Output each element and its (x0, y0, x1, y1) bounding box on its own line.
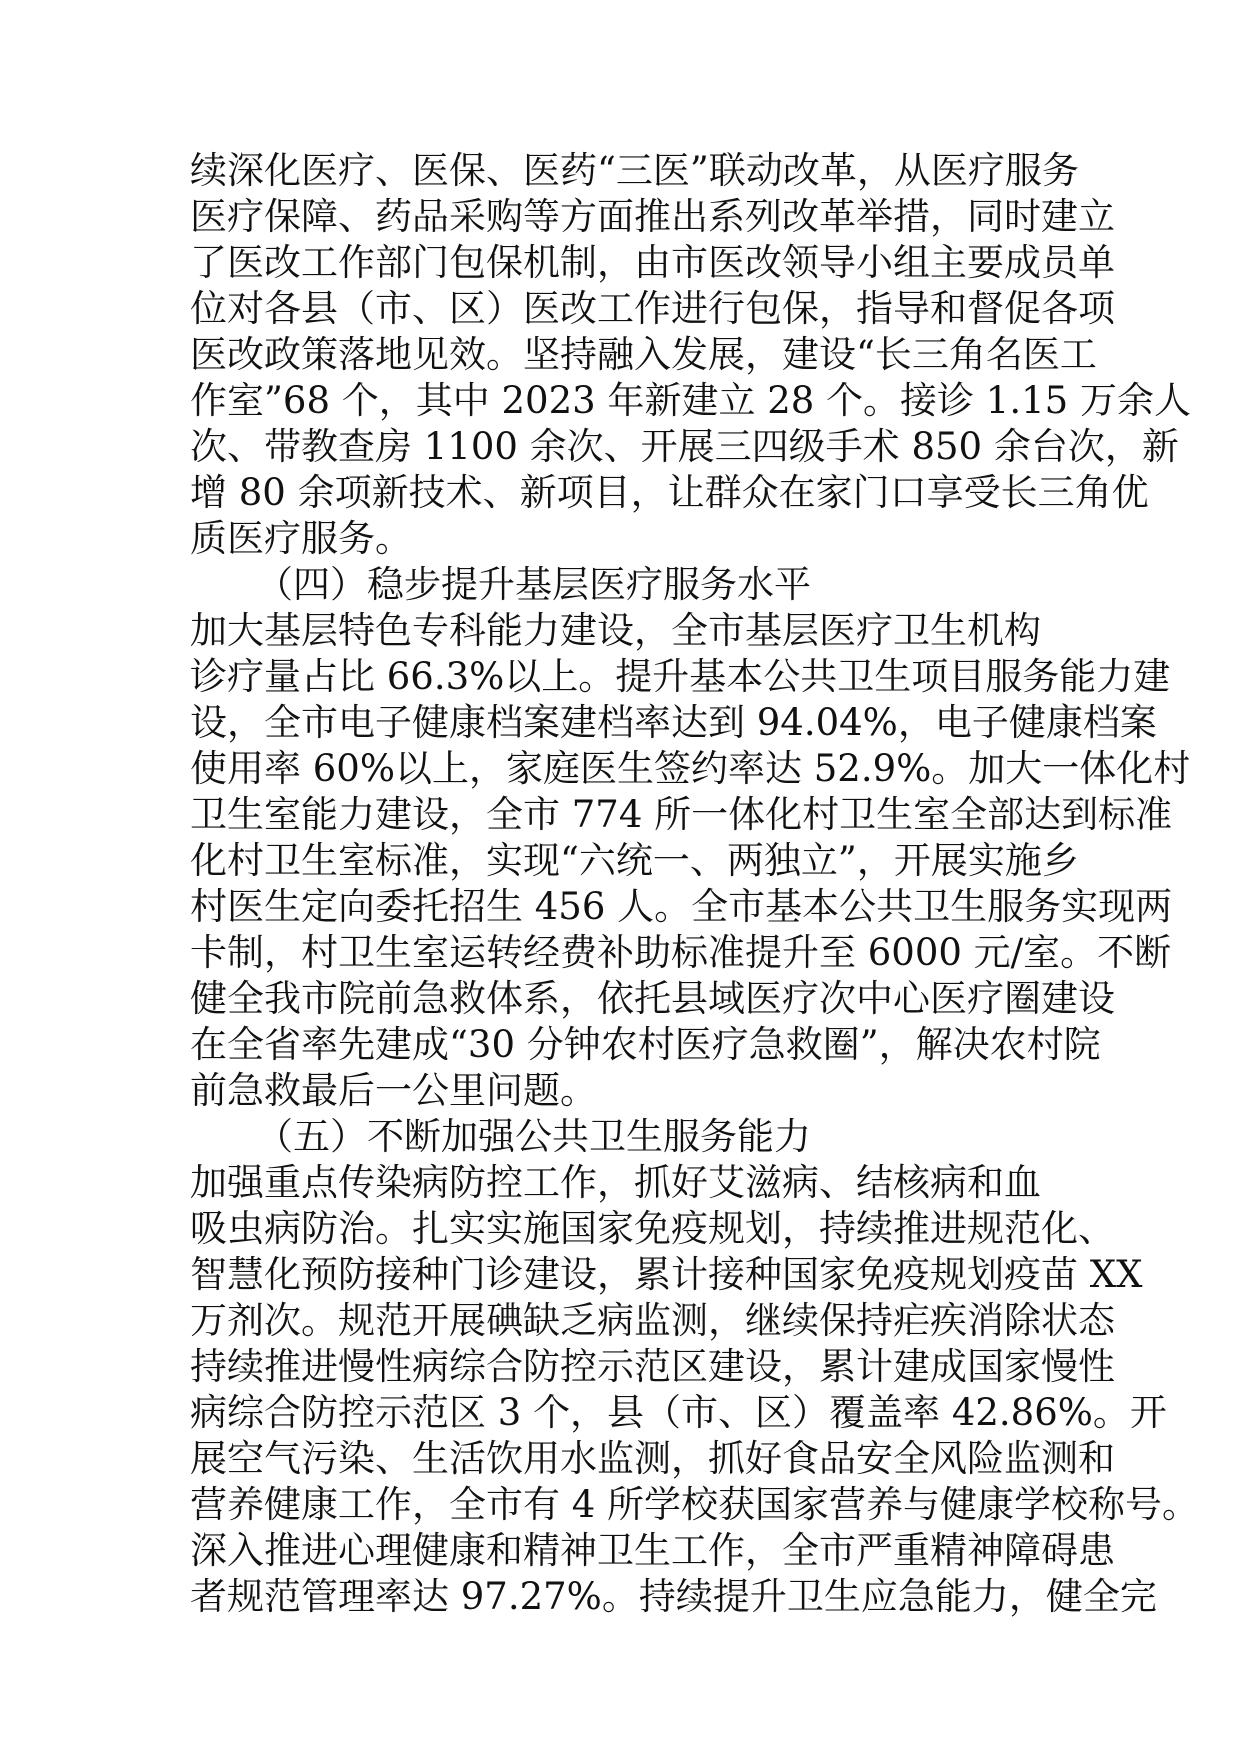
paragraph-line: 智慧化预防接种门诊建设，累计接种国家免疫规划疫苗 XX (190, 1253, 1143, 1296)
paragraph-line: 村医生定向委托招生 456 人。全市基本公共卫生服务实现两 (190, 885, 1173, 928)
paragraph-line: 健全我市院前急救体系，依托县域医疗次中心医疗圈建设 (190, 977, 1115, 1020)
paragraph-line: 化村卫生室标准，实现“六统一、两独立”，开展实施乡 (190, 839, 1079, 882)
paragraph-line: 持续推进慢性病综合防控示范区建设，累计建成国家慢性 (190, 1345, 1115, 1388)
paragraph-line: 诊疗量占比 66.3%以上。提升基本公共卫生项目服务能力建 (190, 655, 1171, 698)
paragraph-line: 营养健康工作，全市有 4 所学校获国家营养与健康学校称号。 (190, 1483, 1200, 1526)
paragraph-line: 在全省率先建成“30 分钟农村医疗急救圈”，解决农村院 (190, 1023, 1101, 1066)
body-paragraph (190, 608, 1191, 1114)
heading-text: （五）不断加强公共卫生服务能力 (256, 1115, 811, 1158)
paragraph-line: 加大基层特色专科能力建设，全市基层医疗卫生机构 (190, 609, 1041, 652)
heading-text: （四）稳步提升基层医疗服务水平 (256, 563, 811, 606)
paragraph-line: 使用率 60%以上，家庭医生签约率达 52.9%。加大一体化村 (190, 747, 1191, 790)
section-heading (190, 1114, 1070, 1160)
paragraph-line: 位对各县（市、区）医改工作进行包保，指导和督促各项 (190, 287, 1115, 330)
body-paragraph (190, 1160, 1200, 1620)
paragraph-line: 深入推进心理健康和精神卫生工作，全市严重精神障碍患 (190, 1529, 1115, 1572)
paragraph-line: 增 80 余项新技术、新项目，让群众在家门口享受长三角优 (190, 471, 1149, 514)
paragraph-line: 作室”68 个，其中 2023 年新建立 28 个。接诊 1.15 万余人 (190, 379, 1191, 422)
paragraph-line: 了医改工作部门包保机制，由市医改领导小组主要成员单 (190, 241, 1115, 284)
paragraph-line: 前急救最后一公里问题。 (190, 1069, 597, 1112)
section-heading (190, 562, 1070, 608)
paragraph-line: 万剂次。规范开展碘缺乏病监测，继续保持疟疾消除状态 (190, 1299, 1115, 1342)
paragraph-line: 医改政策落地见效。坚持融入发展，建设“长三角名医工 (190, 333, 1097, 376)
paragraph-line: 加强重点传染病防控工作，抓好艾滋病、结核病和血 (190, 1161, 1041, 1204)
paragraph-line: 设，全市电子健康档案建档率达到 94.04%，电子健康档案 (190, 701, 1157, 744)
paragraph-line: 病综合防控示范区 3 个，县（市、区）覆盖率 42.86%。开 (190, 1391, 1167, 1434)
paragraph-line: 展空气污染、生活饮用水监测，抓好食品安全风险监测和 (190, 1437, 1115, 1480)
paragraph-line: 续深化医疗、医保、医药“三医”联动改革，从医疗服务 (190, 149, 1079, 192)
paragraph-line: 卫生室能力建设，全市 774 所一体化村卫生室全部达到标准 (190, 793, 1173, 836)
paragraph-line: 者规范管理率达 97.27%。持续提升卫生应急能力，健全完 (190, 1575, 1157, 1618)
paragraph-line: 次、带教查房 1100 余次、开展三四级手术 850 余台次，新 (190, 425, 1179, 468)
body-paragraph (190, 148, 1191, 562)
document-page (190, 148, 1200, 1620)
paragraph-line: 卡制，村卫生室运转经费补助标准提升至 6000 元/室。不断 (190, 931, 1172, 974)
paragraph-line: 吸虫病防治。扎实实施国家免疫规划，持续推进规范化、 (190, 1207, 1115, 1250)
paragraph-line: 质医疗服务。 (190, 517, 412, 560)
paragraph-line: 医疗保障、药品采购等方面推出系列改革举措，同时建立 (190, 195, 1115, 238)
